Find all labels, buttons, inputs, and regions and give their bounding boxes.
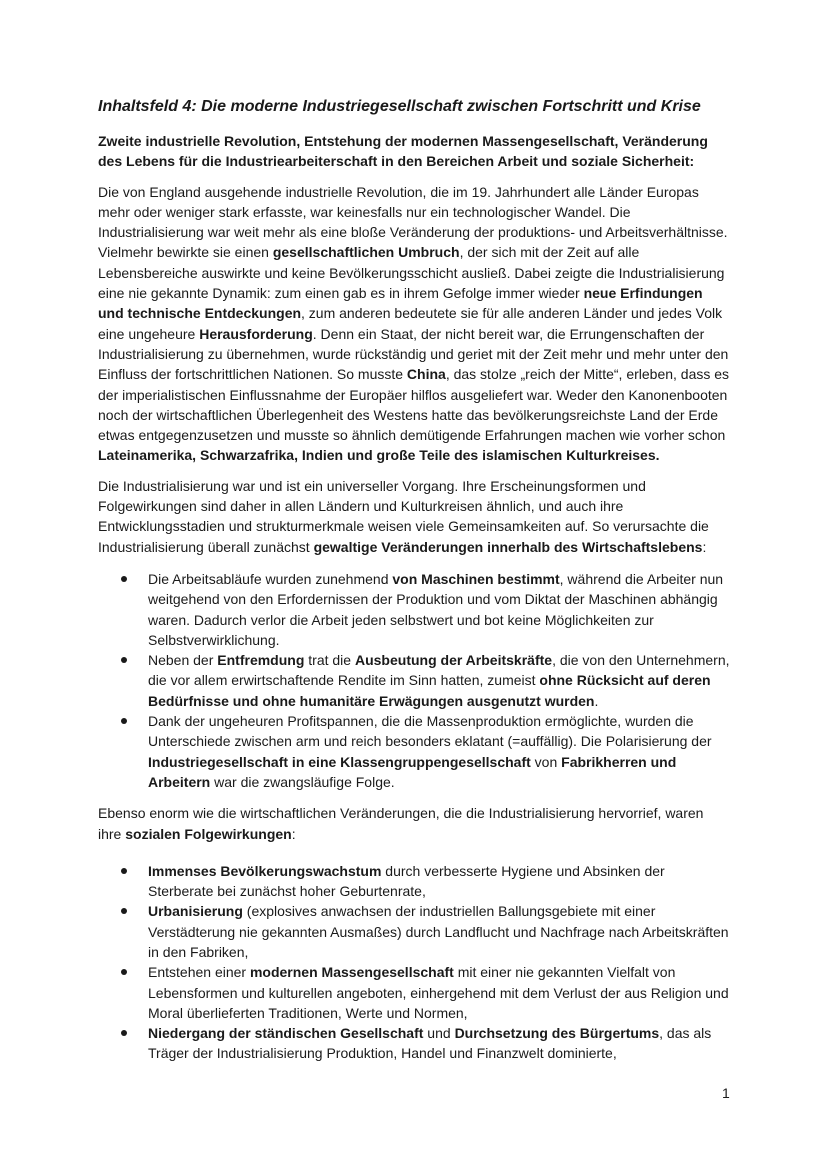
bullet-icon: [121, 576, 127, 582]
paragraph-social: Ebenso enorm wie die wirtschaftlichen Veränderungen, die die Industrialisierung hervorrief, waren ihre sozialen Folgewirkungen:: [98, 805, 704, 842]
bullet-icon: [121, 1030, 127, 1036]
economic-changes-list: [98, 569, 730, 792]
emphasis: Niedergang der ständischen Gesellschaft: [148, 1025, 424, 1042]
list-item: Entstehen einer modernen Massengesellschaft mit einer nie gekannten Vielfalt von Lebensformen und kulturellen angeboten, einhergehend mit dem Verlust der aus Religion und Moral überlieferten Traditionen, Werte und Normen,: [98, 962, 730, 1023]
list-item: Die Arbeitsabläufe wurden zunehmend von Maschinen bestimmt, während die Arbeiter nun weitgehend von den Erfordernissen der Produktion und vom Diktat der Maschinen abhängig waren. Dadurch verlor die Arbeit jeden selbstwert und bot keine Möglichkeiten zur Selbstverwirklichung.: [98, 569, 730, 650]
emphasis: gesellschaftlichen Umbruch: [272, 244, 460, 261]
list-item: Dank der ungeheuren Profitspannen, die die Massenproduktion ermöglichte, wurden die Unterschiede zwischen arm und reich besonders eklatant (=auffällig). Die Polarisierung der Industriegesellschaft in eine Klassengruppengesellschaft von Fabrikherren und Arbeitern war die zwangsläufige Folge.: [98, 711, 730, 792]
section-heading: Inhaltsfeld 4: Die moderne Industriegesellschaft zwischen Fortschritt und Krise: [98, 98, 701, 115]
sub-heading: Zweite industrielle Revolution, Entstehung der modernen Massengesellschaft, Veränderung des Lebens für die Industriearbeiterschaft in den Bereichen Arbeit und soziale Sicherheit:: [98, 133, 708, 170]
emphasis: China: [406, 366, 446, 383]
list-item: Niedergang der ständischen Gesellschaft und Durchsetzung des Bürgertums, das als Träger der Industrialisierung Produktion, Handel und Finanzwelt dominierte,: [98, 1023, 730, 1064]
document-page: [98, 96, 730, 1075]
emphasis: Immenses Bevölkerungswachstum: [148, 862, 382, 879]
bullet-icon: [121, 868, 127, 874]
bullet-icon: [121, 657, 127, 663]
emphasis: modernen Massengesellschaft: [249, 964, 454, 981]
social-effects-list: [98, 861, 730, 1064]
emphasis: von Maschinen bestimmt: [392, 570, 560, 587]
emphasis: neue Erfindungen und technische Entdeckungen: [98, 285, 703, 322]
emphasis: Herausforderung: [199, 325, 313, 342]
bullet-icon: [121, 718, 127, 724]
emphasis: Urbanisierung: [148, 903, 243, 920]
list-item: Immenses Bevölkerungswachstum durch verbesserte Hygiene und Absinken der Sterberate bei zunächst hoher Geburtenrate,: [98, 861, 730, 902]
bullet-icon: [121, 908, 127, 914]
emphasis: Industriegesellschaft in eine Klassengruppengesellschaft: [148, 753, 531, 770]
list-item: Neben der Entfremdung trat die Ausbeutung der Arbeitskräfte, die von den Unternehmern, die vor allem erwirtschaftende Rendite im Sinn hatten, zumeist ohne Rücksicht auf deren Bedürfnisse und ohne humanitäre Erwägungen ausgenutzt wurden.: [98, 650, 730, 711]
list-item: Urbanisierung (explosives anwachsen der industriellen Ballungsgebiete mit einer Verstädterung nie gekannten Ausmaßes) durch Landflucht und Nachfrage nach Arbeitskräften in den Fabriken,: [98, 901, 730, 962]
emphasis: gewaltige Veränderungen innerhalb des Wirtschaftslebens: [313, 538, 703, 555]
emphasis: ohne Rücksicht auf deren Bedürfnisse und ohne humanitäre Erwägungen ausgenutzt wurden: [148, 672, 711, 709]
emphasis: Ausbeutung der Arbeitskräfte: [354, 652, 553, 669]
emphasis: Durchsetzung des Bürgertums: [454, 1025, 660, 1042]
emphasis: Fabrikherren und Arbeitern: [148, 753, 677, 790]
paragraph-universal: Die Industrialisierung war und ist ein universeller Vorgang. Ihre Erscheinungsformen und Folgewirkungen sind daher in allen Ländern und Kulturkreisen ähnlich, und auch ihre Entwicklungsstadien und strukturmerkmale weisen viele Gemeinsamkeiten auf. So verursachte die Industrialisierung überall zunächst gewaltige Veränderungen innerhalb des Wirtschaftslebens:: [98, 477, 709, 555]
paragraph-intro: Die von England ausgehende industrielle Revolution, die im 19. Jahrhundert alle Länder Europas mehr oder weniger stark erfasste, war keinesfalls nur ein technologischer Wandel. Die Industrialisierung war weit mehr als eine bloße Veränderung der produktions- und Arbeitsverhältnisse. Vielmehr bewirkte sie einen gesellschaftlichen Umbruch, der sich mit der Zeit auf alle Lebensbereiche auswirkte und keine Bevölkerungsschicht ausließ. Dabei zeigte die Industrialisierung eine nie gekannte Dynamik: zum einen gab es in ihrem Gefolge immer wieder neue Erfindungen und technische Entdeckungen, zum anderen bedeutete sie für alle anderen Länder und jedes Volk eine ungeheure Herausforderung. Denn ein Staat, der nicht bereit war, die Errungenschaften der Industrialisierung zu übernehmen, wurde rückständig und geriet mit der Zeit mehr und mehr unter den Einfluss der fortschrittlichen Nationen. So musste China, das stolze „reich der Mitte“, erleben, dass es der imperialistischen Einflussnahme der Europäer hilflos ausgeliefert war. Weder den Kanonenbooten noch der wirtschaftlichen Überlegenheit des Westens hatte das bevölkerungsreichste Land der Erde etwas entgegenzusetzen und musste so ähnlich demütigende Erfahrungen machen wie vorher schon Lateinamerika, Schwarzafrika, Indien und große Teile des islamischen Kulturkreises.: [98, 183, 730, 464]
bullet-icon: [121, 969, 127, 975]
emphasis: Lateinamerika, Schwarzafrika, Indien und große Teile des islamischen Kulturkreises.: [98, 447, 660, 464]
page-number: 1: [722, 1085, 730, 1101]
emphasis: Entfremdung: [217, 652, 305, 669]
emphasis: sozialen Folgewirkungen: [125, 825, 292, 842]
